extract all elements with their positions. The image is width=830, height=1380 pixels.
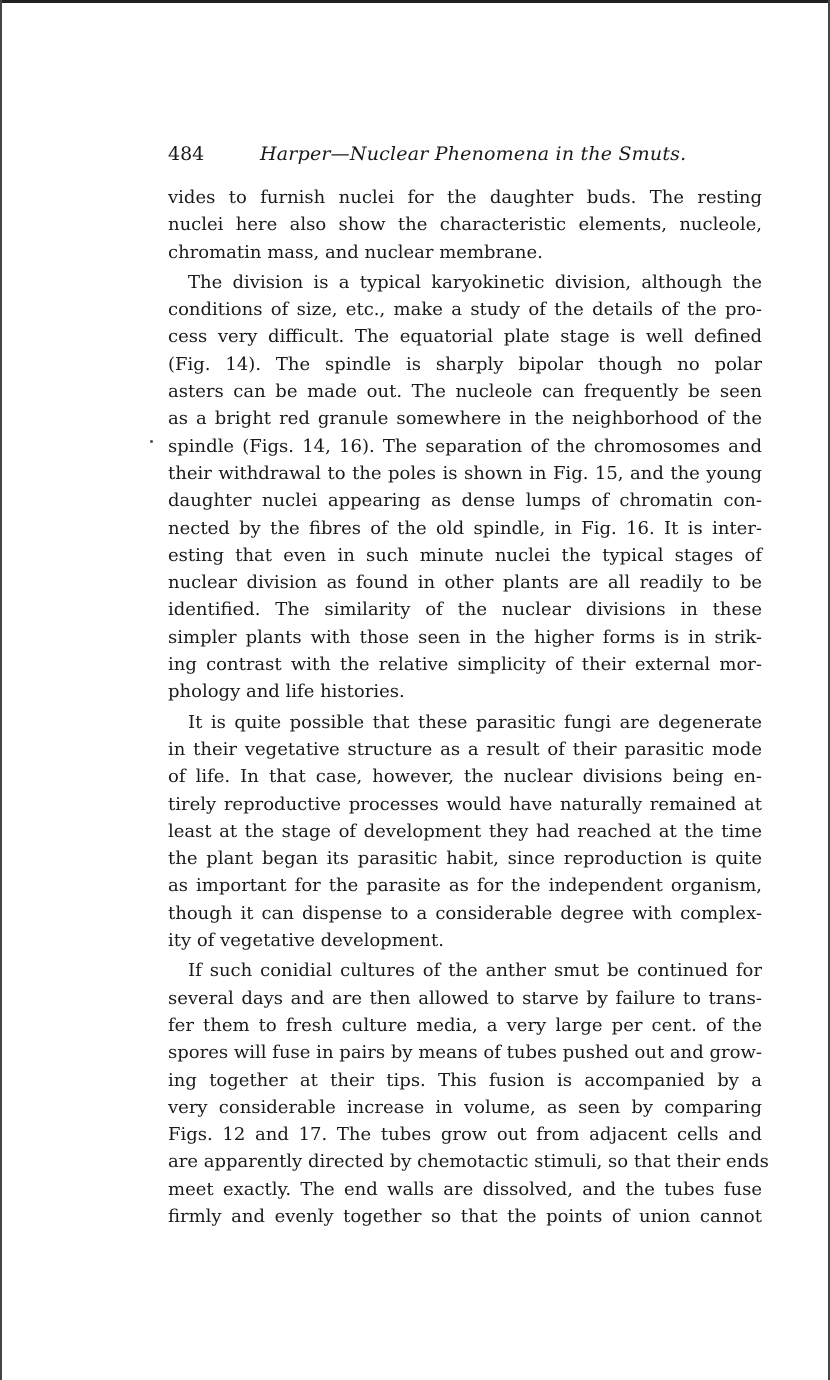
text-line: spindle (Figs. 14, 16). The separation of the chromosomes and xyxy=(168,435,762,457)
text-line: chromatin mass, and nuclear membrane. xyxy=(168,241,543,263)
paragraph xyxy=(168,269,762,706)
margin-mark xyxy=(150,440,153,443)
text-line: their withdrawal to the poles is shown in Fig. 15, and the young xyxy=(168,462,762,484)
text-line: nected by the fibres of the old spindle, in Fig. 16. It is inter- xyxy=(168,517,762,539)
text-line: fer them to fresh culture media, a very large per cent. of the xyxy=(168,1014,762,1036)
text-line: daughter nuclei appearing as dense lumps of chromatin con- xyxy=(168,490,762,512)
running-head xyxy=(168,140,762,168)
page-number: 484 xyxy=(168,143,205,165)
text-line: meet exactly. The end walls are dissolved, and the tubes fuse xyxy=(168,1178,762,1200)
paragraph xyxy=(168,957,769,1230)
text-line: though it can dispense to a considerable degree with complex- xyxy=(168,902,762,924)
running-title: Harper—Nuclear Phenomena in the Smuts. xyxy=(260,143,687,165)
paragraph xyxy=(168,184,762,266)
text-line: If such conidial cultures of the anther smut be continued for xyxy=(188,960,762,982)
text-line: The division is a typical karyokinetic division, although the xyxy=(188,271,762,293)
text-line: simpler plants with those seen in the higher forms is in strik- xyxy=(168,626,762,648)
paragraph xyxy=(168,709,762,955)
text-line: identified. The similarity of the nuclear divisions in these xyxy=(168,599,762,621)
text-line: ing together at their tips. This fusion is accompanied by a xyxy=(168,1069,762,1091)
text-line: tirely reproductive processes would have naturally remained at xyxy=(168,793,762,815)
text-line: spores will fuse in pairs by means of tubes pushed out and grow- xyxy=(168,1042,762,1064)
text-line: cess very difficult. The equatorial plate stage is well defined xyxy=(168,326,762,348)
text-line: ing contrast with the relative simplicity of their external mor- xyxy=(168,654,762,676)
text-line: nuclear division as found in other plants are all readily to be xyxy=(168,572,762,594)
text-line: ity of vegetative development. xyxy=(168,930,444,952)
text-line: very considerable increase in volume, as seen by comparing xyxy=(168,1096,762,1118)
text-line: as important for the parasite as for the independent organism, xyxy=(168,875,762,897)
text-line: in their vegetative structure as a result of their parasitic mode xyxy=(168,738,762,760)
text-line: Figs. 12 and 17. The tubes grow out from adjacent cells and xyxy=(168,1124,762,1146)
text-line: esting that even in such minute nuclei the typical stages of xyxy=(168,544,762,566)
text-line: least at the stage of development they had reached at the time xyxy=(168,820,762,842)
text-line: the plant began its parasitic habit, since reproduction is quite xyxy=(168,848,762,870)
text-line: conditions of size, etc., make a study of the details of the pro- xyxy=(168,299,762,321)
text-line: nuclei here also show the characteristic elements, nucleole, xyxy=(168,214,762,236)
text-line: phology and life histories. xyxy=(168,681,405,703)
text-line: (Fig. 14). The spindle is sharply bipolar though no polar xyxy=(168,353,762,375)
body-text xyxy=(168,184,769,1230)
text-line: are apparently directed by chemotactic stimuli, so that their ends xyxy=(168,1151,769,1173)
text-line: of life. In that case, however, the nuclear divisions being en- xyxy=(168,766,762,788)
text-line: several days and are then allowed to starve by failure to trans- xyxy=(168,987,762,1009)
left-border xyxy=(0,0,2,1380)
text-line: firmly and evenly together so that the points of union cannot xyxy=(168,1205,762,1227)
text-line: It is quite possible that these parasitic fungi are degenerate xyxy=(188,711,762,733)
top-border xyxy=(0,0,830,3)
text-line: as a bright red granule somewhere in the neighborhood of the xyxy=(168,408,762,430)
text-line: asters can be made out. The nucleole can frequently be seen xyxy=(168,381,762,403)
text-line: vides to furnish nuclei for the daughter buds. The resting xyxy=(168,187,762,208)
